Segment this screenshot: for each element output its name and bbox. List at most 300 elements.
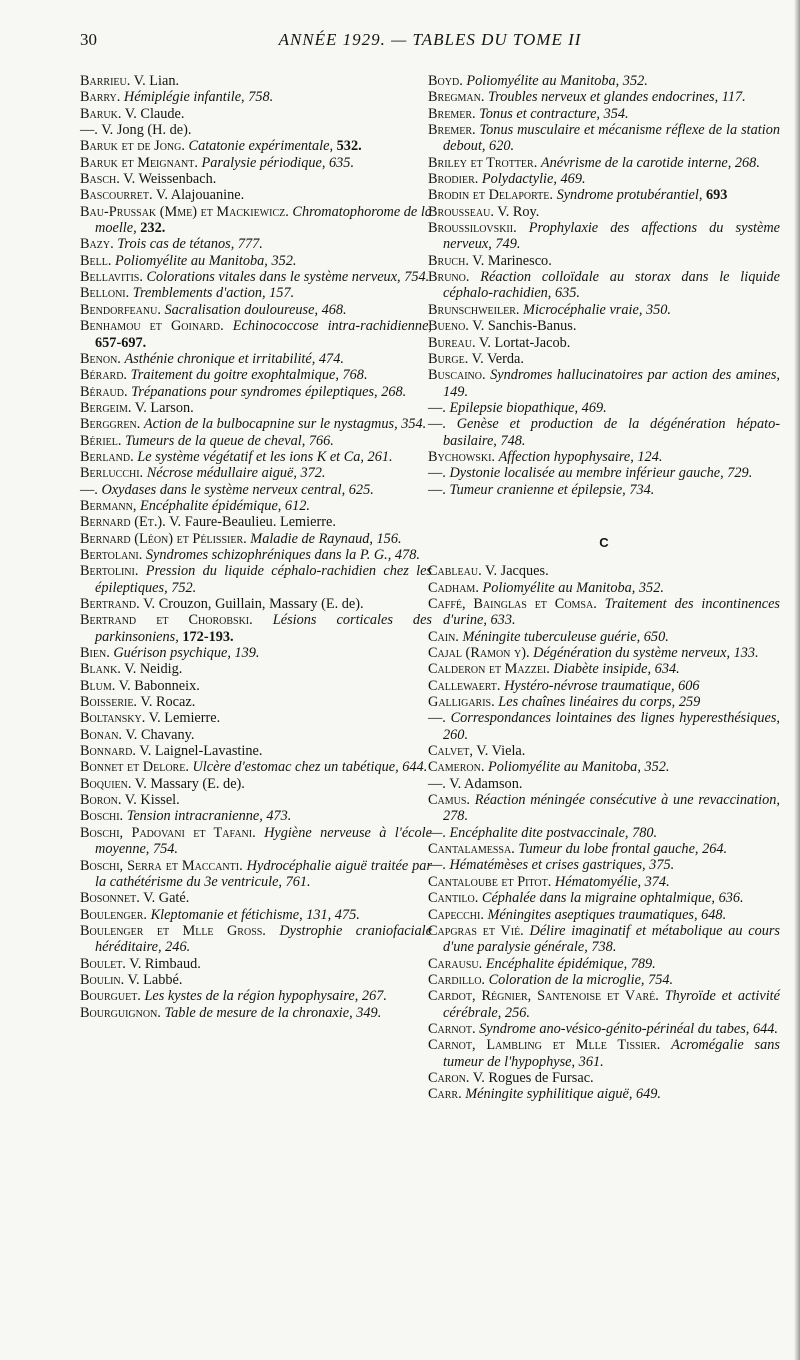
- entry-title: Catatonie expérimentale,: [188, 138, 334, 155]
- author-name: Berggren.: [80, 416, 141, 433]
- cross-reference: V. Lian.: [133, 73, 180, 89]
- author-name: Béraud.: [80, 383, 128, 400]
- index-entry: [80, 694, 432, 710]
- author-name: Camus.: [428, 792, 471, 809]
- entry-title: Maladie de Raynaud, 156.: [250, 530, 402, 547]
- index-entry: [80, 122, 432, 138]
- author-name: Bernard (Et.).: [80, 514, 166, 531]
- index-entry: [80, 204, 432, 237]
- entry-title: Tremblements d'action, 157.: [132, 285, 295, 302]
- author-name: Carr.: [428, 1086, 462, 1103]
- index-entry: [80, 759, 432, 775]
- index-entry: [428, 629, 780, 645]
- index-entry: [80, 89, 432, 105]
- entry-title: Colorations vitales dans le système nerveux, 754.: [146, 269, 430, 286]
- entry-title: Tonus et contracture, 354.: [479, 105, 629, 122]
- cross-reference: V. Neidig.: [124, 661, 183, 678]
- author-name: Bazy.: [80, 236, 114, 253]
- author-name: Brousseau.: [428, 203, 494, 220]
- author-name: Briley et Trotter.: [428, 154, 538, 171]
- entry-title: Trépanations pour syndromes épileptiques, 268.: [131, 383, 407, 400]
- entry-title: Hématomyélie, 374.: [554, 873, 670, 890]
- entry-title: Dystonie localisée au membre inférieur gauche, 729.: [449, 465, 753, 482]
- page-reference: 172-193.: [182, 628, 234, 645]
- index-entry: [80, 547, 432, 563]
- index-entry: [428, 678, 780, 694]
- cross-reference: V. Viela.: [476, 743, 526, 760]
- author-name: Carnot, Lambling et Mlle Tissier.: [428, 1037, 661, 1054]
- index-entry: [80, 367, 432, 383]
- index-entry: [80, 285, 432, 301]
- author-name: Boulenger et Mlle Gross.: [80, 922, 266, 939]
- index-entry: [80, 907, 432, 923]
- author-name: Bau-Prussak (Mme) et Mackiewicz.: [80, 203, 289, 220]
- entry-title: Echinococcose intra-rachidienne,: [232, 318, 432, 335]
- index-entry: [428, 449, 780, 465]
- running-title: ANNÉE 1929. — TABLES DU TOME II: [278, 30, 582, 49]
- entry-title: Encéphalite épidémique, 789.: [485, 955, 656, 972]
- entry-title: Méningites aseptiques traumatiques, 648.: [487, 906, 727, 923]
- right-column-b-entries: [428, 73, 780, 498]
- author-name: Baruk.: [80, 105, 122, 122]
- index-entry: [80, 236, 432, 252]
- entry-title: Table de mesure de la chronaxie, 349.: [164, 1004, 382, 1021]
- index-entry: [428, 841, 780, 857]
- cross-reference: V. Jacques.: [485, 563, 549, 580]
- index-entry: [428, 1086, 780, 1102]
- author-name: Broussilovskii.: [428, 220, 517, 237]
- index-entry: [428, 89, 780, 105]
- author-name: Capecchi.: [428, 906, 484, 923]
- author-name: Barry.: [80, 89, 121, 106]
- entry-title: Sacralisation douloureuse, 468.: [164, 301, 347, 318]
- cross-reference: V. Massary (E. de).: [134, 775, 245, 792]
- author-name: Bermann,: [80, 497, 137, 514]
- cross-reference: V. Rocaz.: [140, 694, 196, 711]
- author-name: —.: [428, 775, 446, 792]
- author-name: Berlucchi.: [80, 465, 144, 482]
- author-name: Bernard (Léon) et Pélissier.: [80, 530, 247, 547]
- author-name: Cableau.: [428, 563, 482, 580]
- index-entry: [428, 106, 780, 122]
- index-entry: [428, 204, 780, 220]
- index-entry: [428, 923, 780, 956]
- entry-title: Paralysie périodique, 635.: [201, 154, 355, 171]
- author-name: Bremer.: [428, 105, 476, 122]
- entry-title: Prophylaxie des affections du système nerveux, 749.: [443, 220, 781, 253]
- index-entry: [80, 514, 432, 530]
- cross-reference: V. Larson.: [134, 399, 194, 416]
- entry-title: Nécrose médullaire aiguë, 372.: [146, 465, 326, 482]
- entry-title: Pression du liquide céphalo-rachidien chez les épileptiques, 752.: [95, 563, 432, 596]
- index-entry: [80, 678, 432, 694]
- author-name: Bosonnet.: [80, 890, 140, 907]
- index-entry: [80, 727, 432, 743]
- cross-reference: V. Rimbaud.: [129, 955, 201, 972]
- index-entry: [80, 171, 432, 187]
- index-entry: [428, 956, 780, 972]
- page-reference: 693: [706, 187, 728, 204]
- index-entry: [80, 956, 432, 972]
- entry-title: Poliomyélite au Manitoba, 352.: [115, 252, 297, 269]
- index-entry: [428, 318, 780, 334]
- entry-title: Poliomyélite au Manitoba, 352.: [466, 73, 648, 89]
- index-entry: [428, 645, 780, 661]
- index-entry: [428, 351, 780, 367]
- index-entry: [428, 907, 780, 923]
- author-name: Bériel.: [80, 432, 122, 449]
- index-entry: [80, 106, 432, 122]
- entry-title: Poliomyélite au Manitoba, 352.: [482, 579, 664, 596]
- author-name: Belloni.: [80, 285, 130, 302]
- author-name: Buscaino.: [428, 367, 486, 384]
- page-reference: 232.: [140, 220, 166, 237]
- index-entry: [428, 988, 780, 1021]
- index-entry: [428, 743, 780, 759]
- index-entry: [80, 776, 432, 792]
- cross-reference: V. Marinesco.: [472, 252, 552, 269]
- cross-reference: V. Alajouanine.: [155, 187, 245, 204]
- author-name: Galligaris.: [428, 694, 495, 711]
- index-entry: [428, 187, 780, 203]
- author-name: Bourguet.: [80, 988, 141, 1005]
- author-name: —.: [428, 710, 446, 727]
- author-name: Boron.: [80, 792, 122, 809]
- author-name: Calderon et Mazzei.: [428, 661, 550, 678]
- entry-title: Les kystes de la région hypophysaire, 267.: [144, 988, 387, 1005]
- author-name: Brodier.: [428, 171, 479, 188]
- cross-reference: V. Verda.: [471, 350, 524, 367]
- cross-reference: V. Jong (H. de).: [101, 122, 192, 139]
- author-name: Cain.: [428, 628, 459, 645]
- entry-title: Action de la bulbocapnine sur le nystagmus, 354.: [143, 416, 427, 433]
- entry-title: Thyroïde et activité cérébrale, 256.: [443, 988, 780, 1021]
- index-entry: [428, 776, 780, 792]
- author-name: Bremer.: [428, 122, 476, 139]
- right-column: [428, 73, 780, 1103]
- author-name: Bureau.: [428, 334, 476, 351]
- author-name: Boulet.: [80, 955, 126, 972]
- entry-title: Encéphalite épidémique, 612.: [140, 497, 310, 514]
- author-name: Boschi, Serra et Maccanti.: [80, 857, 243, 874]
- author-name: Bergeim.: [80, 399, 132, 416]
- index-entry: [428, 874, 780, 890]
- entry-title: Céphalée dans la migraine ophtalmique, 636.: [481, 890, 744, 907]
- author-name: Callewaert.: [428, 677, 501, 694]
- index-entry: [80, 351, 432, 367]
- cross-reference: V. Lortat-Jacob.: [478, 334, 571, 351]
- left-column: [80, 73, 432, 1021]
- index-entry: [80, 269, 432, 285]
- index-entry: [428, 857, 780, 873]
- author-name: Bien.: [80, 645, 110, 662]
- author-name: Bertolini.: [80, 563, 139, 580]
- author-name: Boquien.: [80, 775, 132, 792]
- index-entry: [80, 808, 432, 824]
- entry-title: Polydactylie, 469.: [481, 171, 586, 188]
- author-name: Bychowski.: [428, 448, 495, 465]
- entry-title: Syndromes schizophréniques dans la P. G., 478.: [145, 546, 420, 563]
- author-name: Bonnet et Delore.: [80, 759, 189, 776]
- entry-title: Réaction colloïdale au storax dans le liquide céphalo-rachidien, 635.: [443, 269, 781, 302]
- author-name: —.: [428, 399, 446, 416]
- index-entry: [80, 465, 432, 481]
- cross-reference: V. Gaté.: [143, 890, 190, 907]
- index-entry: [428, 825, 780, 841]
- cross-reference: V. Adamson.: [449, 775, 523, 792]
- cross-reference: V. Roy.: [497, 203, 540, 220]
- author-name: —.: [428, 857, 446, 874]
- index-entry: [428, 596, 780, 629]
- index-entry: [428, 563, 780, 579]
- entry-title: Kleptomanie et fétichisme, 131, 475.: [150, 906, 360, 923]
- entry-title: Diabète insipide, 634.: [553, 661, 680, 678]
- index-entry: [80, 596, 432, 612]
- index-entry: [80, 743, 432, 759]
- author-name: Benhamou et Goinard.: [80, 318, 224, 335]
- entry-title: Epilepsie biopathique, 469.: [449, 399, 607, 416]
- author-name: Bourguignon.: [80, 1004, 161, 1021]
- author-name: Basch.: [80, 171, 120, 188]
- entry-title: Hygiène nerveuse à l'école moyenne, 754.: [95, 824, 432, 858]
- entry-title: Affection hypophysaire, 124.: [498, 448, 663, 465]
- author-name: Burge.: [428, 350, 469, 367]
- entry-title: Traitement des incontinences d'urine, 633.: [443, 595, 780, 629]
- author-name: —.: [428, 481, 446, 498]
- author-name: Brodin et Delaporte.: [428, 187, 553, 204]
- cross-reference: V. Kissel.: [124, 792, 180, 809]
- author-name: Bonnard.: [80, 743, 136, 760]
- page-reference: 532.: [336, 138, 362, 155]
- index-entry: [80, 890, 432, 906]
- index-entry: [80, 449, 432, 465]
- author-name: Bruch.: [428, 252, 469, 269]
- index-entry: [80, 661, 432, 677]
- entry-title: Lésions corticales des parkinsoniens,: [95, 612, 432, 645]
- index-entry: [80, 972, 432, 988]
- entry-title: Les chaînes linéaires du corps, 259: [498, 694, 701, 711]
- entry-title: Microcéphalie vraie, 350.: [523, 301, 671, 318]
- index-entry: [80, 1005, 432, 1021]
- index-entry: [80, 253, 432, 269]
- author-name: Boulenger.: [80, 906, 147, 923]
- author-name: Bonan.: [80, 726, 122, 743]
- author-name: Boisserie.: [80, 694, 138, 711]
- cross-reference: V. Laignel-Lavastine.: [139, 743, 263, 760]
- index-entry: [428, 710, 780, 743]
- index-entry: [80, 923, 432, 956]
- author-name: Boyd.: [428, 73, 463, 89]
- index-entry: [80, 73, 432, 89]
- page-reference: 657-697.: [95, 334, 147, 351]
- index-entry: [428, 269, 780, 302]
- author-name: Cardot, Régnier, Santenoise et Varé.: [428, 988, 659, 1005]
- author-name: Boulin.: [80, 971, 125, 988]
- index-entry: [428, 661, 780, 677]
- index-entry: [80, 433, 432, 449]
- author-name: —.: [80, 481, 98, 498]
- author-name: Blank.: [80, 661, 121, 678]
- author-name: —.: [428, 465, 446, 482]
- index-entry: [428, 155, 780, 171]
- index-entry: [428, 759, 780, 775]
- index-entry: [428, 253, 780, 269]
- entry-title: Syndromes hallucinatoires par action des amines, 149.: [443, 367, 780, 400]
- entry-title: Tumeur cranienne et épilepsie, 734.: [449, 481, 655, 498]
- index-entry: [80, 482, 432, 498]
- entry-title: Méningite syphilitique aiguë, 649.: [465, 1086, 662, 1103]
- index-entry: [428, 171, 780, 187]
- entry-title: Hystéro-névrose traumatique, 606: [504, 677, 700, 694]
- author-name: —.: [428, 416, 446, 433]
- entry-title: Acromégalie sans tumeur de l'hypophyse, 361.: [443, 1037, 780, 1070]
- cross-reference: V. Weissenbach.: [123, 171, 217, 188]
- index-entry: [80, 302, 432, 318]
- author-name: Bueno.: [428, 318, 469, 335]
- index-entry: [428, 400, 780, 416]
- entry-title: Dégénération du système nerveux, 133.: [533, 645, 759, 661]
- section-letter: C: [599, 534, 609, 550]
- index-entry: [80, 498, 432, 514]
- page-edge: [794, 0, 800, 1360]
- entry-title: Oxydases dans le système nerveux central, 625.: [101, 481, 374, 498]
- author-name: Calvet,: [428, 743, 473, 760]
- author-name: Baruk et Meignant.: [80, 154, 198, 171]
- author-name: Carausu.: [428, 955, 483, 972]
- index-entry: [428, 694, 780, 710]
- author-name: —.: [428, 824, 446, 841]
- author-name: Bertrand et Chorobski.: [80, 612, 253, 629]
- index-entry: [80, 792, 432, 808]
- index-entry: [428, 1021, 780, 1037]
- entry-title: Délire imaginatif et métabolique au cours d'une paralysie générale, 738.: [443, 922, 780, 956]
- index-entry: [80, 645, 432, 661]
- right-column-c-entries: [428, 563, 780, 1102]
- author-name: Boschi, Padovani et Tafani.: [80, 824, 256, 841]
- entry-title: Coloration de la microglie, 754.: [488, 971, 674, 988]
- entry-title: Dystrophie craniofaciale héréditaire, 246.: [95, 922, 432, 956]
- author-name: Capgras et Vié.: [428, 922, 524, 939]
- author-name: Cantilo.: [428, 890, 479, 907]
- author-name: Cadham.: [428, 579, 479, 596]
- author-name: Caffé, Bainglas et Comsa.: [428, 595, 597, 612]
- author-name: Bellavitis.: [80, 269, 143, 286]
- index-entry: [80, 318, 432, 351]
- index-entry: [80, 825, 432, 858]
- index-entry: [428, 482, 780, 498]
- entry-title: Hématémèses et crises gastriques, 375.: [449, 857, 675, 874]
- author-name: Bendorfeanu.: [80, 301, 161, 318]
- entry-title: Asthénie chronique et irritabilité, 474.: [124, 350, 344, 367]
- author-name: Carnot.: [428, 1020, 476, 1037]
- entry-title: Hydrocéphalie aiguë traitée par la cathétérisme du 3e ventricule, 761.: [95, 857, 433, 890]
- index-entry: [428, 73, 780, 89]
- index-entry: [80, 187, 432, 203]
- index-entry: [428, 1037, 780, 1070]
- author-name: Bell.: [80, 252, 112, 269]
- entry-title: Syndrome protubérantiel,: [556, 187, 703, 204]
- index-entry: [428, 1070, 780, 1086]
- author-name: Boschi.: [80, 808, 124, 825]
- author-name: Bregman.: [428, 89, 485, 106]
- author-name: Bérard.: [80, 367, 128, 384]
- entry-title: Méningite tuberculeuse guérie, 650.: [462, 628, 669, 645]
- index-entry: [428, 792, 780, 825]
- entry-title: Guérison psychique, 139.: [113, 645, 260, 662]
- index-entry: [428, 416, 780, 449]
- author-name: —.: [80, 122, 98, 139]
- index-entry: [80, 612, 432, 645]
- entry-title: Traitement du goitre exophtalmique, 768.: [130, 367, 368, 384]
- entry-title: Tumeur du lobe frontal gauche, 264.: [518, 841, 728, 858]
- cross-reference: V. Claude.: [124, 105, 185, 122]
- index-entry: [80, 563, 432, 596]
- author-name: Barrieu.: [80, 73, 131, 89]
- author-name: Brunschweiler.: [428, 301, 520, 318]
- author-name: Cantalamessa.: [428, 841, 515, 858]
- index-entry: [428, 122, 780, 155]
- author-name: Boltansky.: [80, 710, 146, 727]
- author-name: Benon.: [80, 350, 121, 367]
- entry-title: Poliomyélite au Manitoba, 352.: [488, 759, 670, 776]
- author-name: Cantaloube et Pitot.: [428, 873, 552, 890]
- entry-title: Genèse et production de la dégénération hépato-basilaire, 748.: [443, 416, 780, 449]
- index-entry: [80, 531, 432, 547]
- cross-reference: V. Babonneix.: [118, 677, 200, 694]
- index-entry: [428, 972, 780, 988]
- entry-title: Le système végétatif et les ions K et Ca, 261.: [137, 448, 393, 465]
- index-entry: [428, 580, 780, 596]
- entry-title: Tumeurs de la queue de cheval, 766.: [125, 432, 334, 449]
- author-name: Baruk et de Jong.: [80, 138, 185, 155]
- entry-title: Tension intracranienne, 473.: [126, 808, 292, 825]
- entry-title: Ulcère d'estomac chez un tabétique, 644.: [192, 759, 428, 776]
- index-entry: [428, 367, 780, 400]
- entry-title: Réaction méningée consécutive à une revaccination, 278.: [443, 792, 780, 825]
- index-entry: [80, 155, 432, 171]
- author-name: Bertrand.: [80, 596, 140, 612]
- index-entry: [428, 302, 780, 318]
- entry-title: Syndrome ano-vésico-génito-périnéal du tabes, 644.: [479, 1020, 778, 1037]
- index-entry: [80, 400, 432, 416]
- entry-title: Hémiplégie infantile, 758.: [123, 89, 274, 106]
- index-entry: [428, 220, 780, 253]
- author-name: Blum.: [80, 677, 116, 694]
- cross-reference: V. Rogues de Fursac.: [472, 1069, 594, 1086]
- index-entry: [428, 465, 780, 481]
- index-entry: [428, 890, 780, 906]
- index-entry: [80, 384, 432, 400]
- cross-reference: V. Chavany.: [125, 726, 195, 743]
- author-name: Bascourret.: [80, 187, 153, 204]
- entry-title: Troubles nerveux et glandes endocrines, 117.: [488, 89, 746, 106]
- index-entry: [428, 335, 780, 351]
- author-name: Cameron.: [428, 759, 485, 776]
- author-name: Caron.: [428, 1069, 470, 1086]
- entry-title: Trois cas de tétanos, 777.: [117, 236, 263, 253]
- page-number: 30: [80, 30, 97, 49]
- entry-title: Anévrisme de la carotide interne, 268.: [540, 154, 760, 171]
- cross-reference: V. Lemierre.: [148, 710, 221, 727]
- page-header: [80, 30, 780, 58]
- entry-title: Chromatophorome de la moelle,: [95, 203, 432, 237]
- index-entry: [80, 710, 432, 726]
- index-entry: [80, 416, 432, 432]
- index-entry: [80, 858, 432, 891]
- cross-reference: V. Sanchis-Banus.: [472, 318, 577, 335]
- entry-title: Tonus musculaire et mécanisme réflexe de la station debout, 620.: [443, 122, 781, 155]
- index-entry: [80, 988, 432, 1004]
